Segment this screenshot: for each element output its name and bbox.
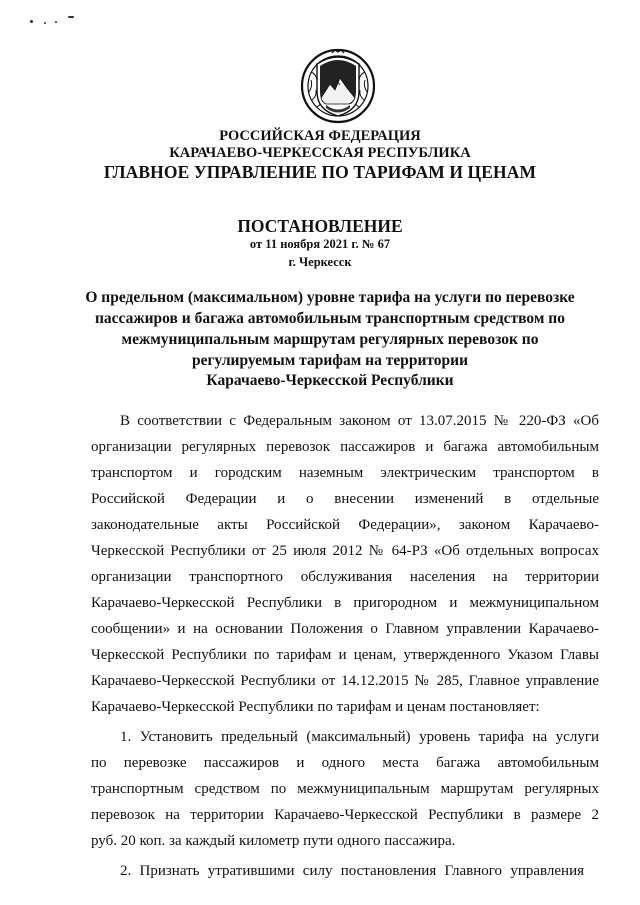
body-line: В соответствии с Федеральным законом от 13.07.2015 № 220-ФЗ «Об xyxy=(120,413,599,429)
body-line: Карачаево-Черкесской Республики в пригородном и межмуниципальном xyxy=(91,595,599,611)
header-agency: ГЛАВНОЕ УПРАВЛЕНИЕ ПО ТАРИФАМ И ЦЕНАМ xyxy=(103,162,537,182)
decree-date-number: от 11 ноября 2021 г. № 67 xyxy=(249,237,391,251)
title-line: межмуниципальным маршрутам регулярных перевозок по xyxy=(121,331,539,348)
body-line: 2. Признать утратившими силу постановления Главного управления xyxy=(120,863,584,879)
body-line: организации транспортного обслуживания населения на территории xyxy=(91,569,599,585)
body-line: по перевозке пассажиров и одного места багажа автомобильным xyxy=(91,755,599,771)
body-line: Черкесской Республики от 25 июля 2012 № 64-РЗ «Об отдельных вопросах xyxy=(91,543,599,559)
title-line: Карачаево-Черкесской Республики xyxy=(206,372,454,389)
body-line: организации регулярных перевозок пассажиров и багажа автомобильным xyxy=(91,439,599,455)
decree-type: ПОСТАНОВЛЕНИЕ xyxy=(237,216,403,236)
body-line: перевозок на территории Карачаево-Черкесской Республики в размере 2 xyxy=(91,807,599,823)
body-line: транспортом и городским наземным электрическим транспортом в xyxy=(91,465,599,481)
coat-of-arms-icon xyxy=(299,48,377,124)
body-line: транспортным средством по межмуниципальным маршрутам регулярных xyxy=(91,781,599,797)
body-line: Карачаево-Черкесской Республики по тарифам и ценам постановляет: xyxy=(91,699,540,715)
header-country: РОССИЙСКАЯ ФЕДЕРАЦИЯ xyxy=(219,128,421,144)
body-line: 1. Установить предельный (максимальный) уровень тарифа на услуги xyxy=(120,729,599,745)
decree-city: г. Черкесск xyxy=(288,255,352,269)
title-line: пассажиров и багажа автомобильным транспортным средством по xyxy=(95,310,565,327)
body-line: законодательные акты Российской Федерации», законом Карачаево- xyxy=(91,517,599,533)
body-line: руб. 20 коп. за каждый километр пути одного пассажира. xyxy=(91,833,456,849)
title-line: регулируемым тарифам на территории xyxy=(191,352,469,369)
title-line: О предельном (максимальном) уровне тарифа на услуги по перевозке xyxy=(85,289,575,306)
body-line: Карачаево-Черкесской Республики от 14.12.2015 № 285, Главное управление xyxy=(91,673,599,689)
body-line: Российской Федерации и о внесении изменений в отдельные xyxy=(91,491,599,507)
body-line: сообщении» и на основании Положения о Главном управлении Карачаево- xyxy=(91,621,599,637)
header-republic: КАРАЧАЕВО-ЧЕРКЕССКАЯ РЕСПУБЛИКА xyxy=(169,145,471,161)
body-line: Черкесской Республики по тарифам и ценам, утвержденного Указом Главы xyxy=(91,647,599,663)
scan-specks xyxy=(30,14,90,26)
